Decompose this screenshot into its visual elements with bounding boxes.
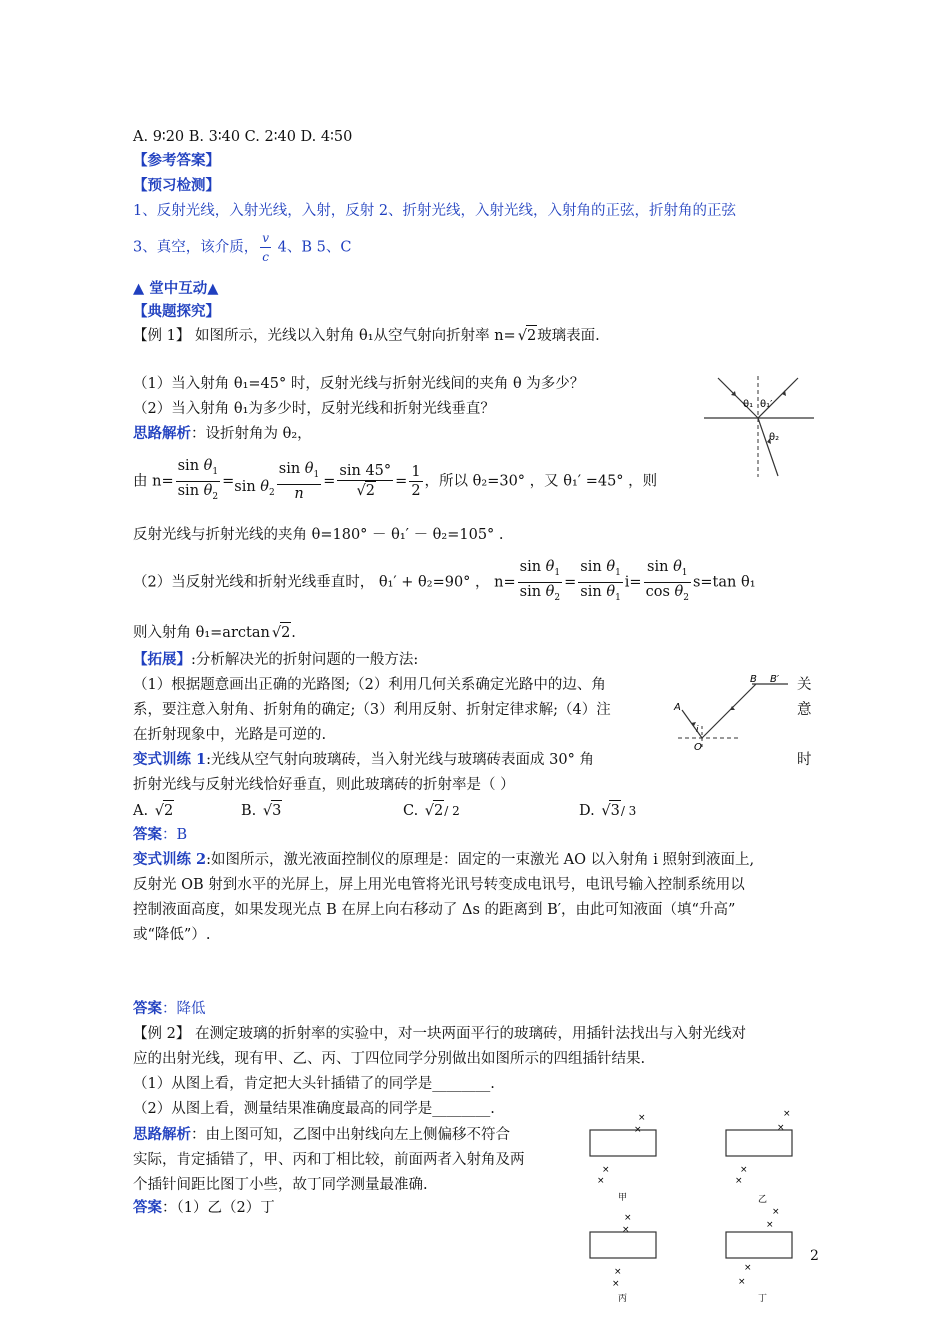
variant-1-text: :光线从空气射向玻璃砖，当入射光线与玻璃砖表面成 30° 角 [206, 752, 594, 768]
option-d-denominator: / 3 [620, 804, 637, 818]
eq1-sin45: sin 45° [339, 463, 392, 480]
example-1-label: 【例 1】 [133, 328, 191, 344]
pin-mark: × [735, 1176, 743, 1186]
answer-line-2 [133, 229, 351, 266]
q2-line-mid: i= [624, 574, 642, 591]
pin-experiment-diagram [586, 1108, 816, 1304]
sqrt-2 [279, 622, 291, 643]
analysis-label: 思路解析 [133, 425, 191, 442]
eq1-suffix: ，所以 θ₂=30° ，又 θ₁′ =45° ，则 [424, 473, 658, 490]
eq1-two: 2 [411, 482, 421, 499]
extension-line-3: 在折射现象中，光路是可逆的. [133, 727, 327, 743]
extension-line-2: 系，要注意入射角、折射角的确定;（3）利用反射、折射定律求解;（4）注 [133, 702, 611, 718]
example-2-question-1: （1）从图上看，肯定把大头针插错了的同学是________. [133, 1076, 495, 1092]
pin-mark: × [783, 1109, 791, 1119]
example-1-analysis [133, 424, 312, 444]
point-b-label: B [750, 674, 757, 685]
n-fraction: $\frac{\sin \theta_1}{\sin \theta_2}$ [519, 559, 561, 603]
example-2-question-2: （2）从图上看，测量结果准确度最高的同学是________. [133, 1101, 495, 1117]
point-a-label: A [674, 702, 681, 713]
pin-mark: × [597, 1176, 605, 1186]
answer-label: 答案 [133, 1000, 162, 1017]
extension-text: :分析解决光的折射问题的一般方法: [191, 652, 419, 668]
option-c-label: C. [403, 803, 419, 819]
variant-1-answer [133, 825, 187, 845]
tan-fraction: $\frac{\sin \theta_1}{\cos \theta_2}$ [645, 559, 689, 603]
section-title: ▲ 堂中互动▲ [133, 280, 219, 297]
equation-2: （2）当反射光线和折射光线垂直时， θ₁′ + θ₂=90° ， n= $\frac{\sin \theta_1}{\sin \theta_2}$ = $\frac{\sin \theta_1}{\sin \theta_1}$ i= $\frac{\sin \theta_1}{\cos \theta_2}$ s=tan θ₁ [133, 558, 756, 607]
label-bing: 丙 [618, 1294, 628, 1304]
radicand: √ 2 [433, 800, 444, 821]
eq1-prefix: 由 n= [133, 473, 174, 490]
answer-line-2-post: 4、B 5、C [273, 239, 352, 256]
answer-label: 答案 [133, 1199, 162, 1216]
incident-ray [718, 378, 758, 418]
arctan-line: 则入射角 θ₁=arctan√ 2. [133, 622, 296, 643]
reflected-laser-ray [702, 684, 756, 738]
pin-mark: × [777, 1123, 785, 1133]
answer-line-1: 1、反射光线，入射光线，入射，反射 2、折射光线，入射光线，入射角的正弦，折射角的正弦 [133, 203, 737, 219]
theta2-label: θ₂ [769, 432, 780, 443]
pin-mark: × [772, 1207, 780, 1217]
variant-2-label: 变式训练 2 [133, 851, 207, 868]
extension-line-1: （1）根据题意画出正确的光路图;（2）利用几何关系确定光路中的边、角 [133, 677, 606, 693]
pin-mark: × [622, 1225, 630, 1235]
sin-over-n-fraction: $\frac{\sin \theta_1}{n}$ [278, 460, 320, 502]
analysis-label: 思路解析 [133, 1126, 191, 1143]
refracted-ray [758, 418, 778, 476]
variant-2-text: :如图所示，激光液面控制仪的原理是：固定的一束激光 AO 以入射角 i 照射到液面上, [206, 852, 755, 868]
answer-line-2-pre: 3、真空，该介质， [133, 239, 259, 256]
radicand: √ 2 [526, 325, 537, 346]
pin-mark: × [612, 1279, 620, 1289]
option-c-denominator: / 2 [444, 804, 460, 818]
glass-block-ding [726, 1232, 792, 1258]
example-2-answer [133, 1198, 275, 1218]
radicand: √ 3 [609, 800, 620, 821]
theta1-prime-label: θ₁′ [760, 399, 773, 410]
v-over-c-fraction [260, 229, 271, 266]
example-2-analysis-1 [133, 1125, 510, 1145]
reflected-arrow-icon [730, 706, 735, 710]
option-b [241, 800, 282, 821]
pin-mark: × [766, 1220, 774, 1230]
fraction-denominator: c [260, 247, 271, 266]
point-b-prime-label: B′ [770, 674, 780, 685]
angle-line: 反射光线与折射光线的夹角 θ=180° － θ₁′ － θ₂=105° . [133, 527, 504, 543]
variant-2-answer-colon: ： [162, 1001, 177, 1017]
example-1-tail: 玻璃表面. [537, 328, 600, 344]
eq1-one: 1 [411, 463, 421, 480]
example-2-line-1 [133, 1024, 746, 1044]
option-d [579, 800, 636, 821]
radicand: √ 3 [271, 800, 282, 821]
example-2-analysis-2: 实际，肯定插错了，甲、丙和丁相比较，前面两者入射角及两 [133, 1152, 525, 1168]
option-a [133, 800, 174, 821]
variant-2-answer-text: 降低 [176, 1001, 206, 1017]
laser-level-diagram [670, 672, 795, 754]
variant-1-tail: 时 [797, 752, 812, 768]
example-2-label: 【例 2】 [133, 1026, 191, 1042]
variant-1-label: 变式训练 1 [133, 751, 207, 768]
analysis-text: ：设折射角为 θ₂， [191, 426, 312, 442]
pin-mark: × [738, 1277, 746, 1287]
variant-1-statement [133, 750, 594, 770]
one-half-fraction [409, 463, 422, 500]
label-yi: 乙 [758, 1195, 768, 1205]
sqrt-2 [525, 325, 537, 346]
variant-2-answer [133, 999, 206, 1019]
glass-block-jia [590, 1130, 656, 1156]
ref-answer-heading: 【参考答案】 [133, 152, 220, 169]
option-c [403, 800, 460, 821]
analysis-text: ：由上图可知，乙图中出射线向左上侧偏移不符合 [191, 1127, 510, 1143]
variant-1-answer-text: ：B [162, 827, 188, 843]
variant-2-line-3: 控制液面高度，如果发现光点 B 在屏上向右移动了 Δs 的距离到 B′，由此可知液面（填“升高” [133, 902, 736, 918]
extension-line-2-tail: 意 [797, 702, 812, 718]
glass-block-yi [726, 1130, 792, 1156]
q2-line-pre: （2）当反射光线和折射光线垂直时， θ₁′ + θ₂=90° ， n= [133, 574, 516, 591]
n-fraction-2: $\frac{\sin \theta_1}{\sin \theta_1}$ [580, 559, 621, 603]
radicand: √ 2 [163, 800, 174, 821]
variant-2-line-1 [133, 850, 754, 870]
extension-heading [133, 650, 418, 670]
eq1-n: n [294, 485, 304, 502]
pin-mark: × [634, 1125, 642, 1135]
radicand: √ 2 [365, 481, 376, 500]
refraction-diagram [700, 372, 820, 482]
example-1-statement [133, 325, 600, 346]
extension-line-1-tail: 关 [797, 677, 812, 693]
page-number: 2 [810, 1248, 819, 1264]
arctan-text: 则入射角 θ₁=arctan [133, 625, 270, 641]
pin-mark: × [744, 1263, 752, 1273]
extension-label: 【拓展】 [133, 651, 191, 668]
equation-1: 由 n= $\frac{\sin \theta_1}{\sin \theta_2}$ =sin $\theta_2$ $\frac{\sin \theta_1}{n}$ = sin 45° √ 2 = $\frac{1}{2}$ ，所以 θ₂=30° ，又 θ₁′ =45° ，则 [133, 457, 657, 507]
example-1-question-2: （2）当入射角 θ₁为多少时，反射光线和折射光线垂直？ [133, 401, 495, 417]
options-line: A. 9∶20 B. 3∶40 C. 2∶40 D. 4∶50 [133, 129, 353, 145]
angle-i-label: i [696, 725, 699, 735]
example-2-line-2: 应的出射光线，现有甲、乙、丙、丁四位同学分别做出如图所示的四组插针结果. [133, 1051, 646, 1067]
example-1-question-1: （1）当入射角 θ₁=45° 时，反射光线与折射光线间的夹角 θ 为多少？ [133, 376, 585, 392]
glass-block-bing [590, 1232, 656, 1258]
pin-mark: × [624, 1213, 632, 1223]
example-2-analysis-3: 个插针间距比图丁小些，故丁同学测量最准确. [133, 1177, 428, 1193]
pin-mark: × [602, 1165, 610, 1175]
example-2-text: 在测定玻璃的折射率的实验中，对一块两面平行的玻璃砖，用插针法找出与入射光线对 [190, 1026, 746, 1042]
typical-heading: 【典题探究】 [133, 303, 220, 320]
reflected-ray [758, 378, 798, 418]
variant-1-line-2: 折射光线与反射光线恰好垂直，则此玻璃砖的折射率是（ ） [133, 777, 515, 793]
fraction-numerator: v [262, 231, 270, 245]
q2-line-post: s=tan θ₁ [692, 574, 756, 591]
sin45-fraction [337, 462, 393, 500]
example-1-text: 如图所示，光线以入射角 θ₁从空气射向折射率 n= [190, 328, 516, 344]
label-jia: 甲 [618, 1193, 628, 1203]
label-ding: 丁 [758, 1294, 768, 1304]
sin-ratio-fraction: $\frac{\sin \theta_1}{\sin \theta_2}$ [177, 458, 219, 502]
pin-mark: × [614, 1267, 622, 1277]
variant-2-line-2: 反射光 OB 射到水平的光屏上，屏上用光电管将光讯号转变成电讯号，电讯号输入控制系统用以 [133, 877, 745, 893]
pin-mark: × [638, 1113, 646, 1123]
preview-check-heading: 【预习检测】 [133, 177, 220, 194]
example-2-answer-text: ：（1）乙（2）丁 [162, 1200, 275, 1216]
radicand: √ 2 [280, 622, 291, 643]
option-d-label: D. [579, 803, 595, 819]
option-a-label: A. [133, 803, 149, 819]
option-b-label: B. [241, 803, 257, 819]
pin-mark: × [740, 1165, 748, 1175]
theta1-label: θ₁ [743, 399, 754, 410]
answer-label: 答案 [133, 826, 162, 843]
variant-2-line-4: 或“降低”）. [133, 927, 211, 943]
point-o-label: O [694, 742, 702, 753]
